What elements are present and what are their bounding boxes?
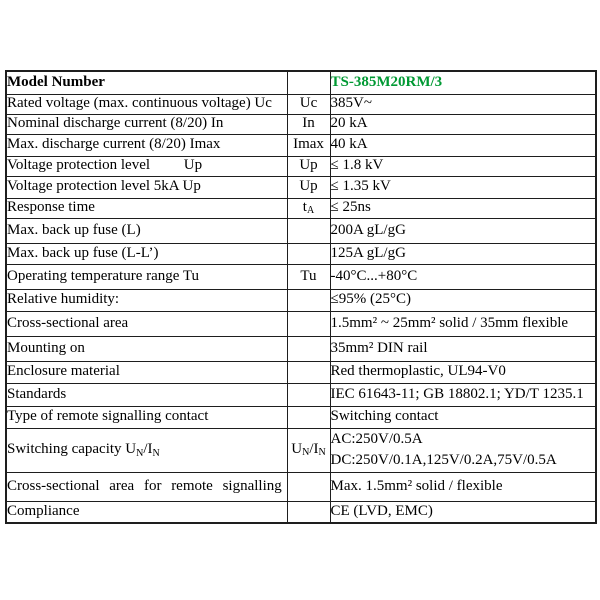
- symbol-cell: [287, 472, 330, 501]
- symbol-cell: In: [287, 114, 330, 134]
- spec-label: Switching capacity $U_N/I_N$: [6, 428, 287, 472]
- symbol-cell: Tu: [287, 264, 330, 289]
- table-row-compliance: [6, 501, 596, 523]
- spec-table: [5, 70, 597, 524]
- table-row-rated-voltage: [6, 94, 596, 114]
- spec-value: Switching contact: [330, 406, 596, 428]
- spec-value: [330, 428, 596, 472]
- spec-value: 200A gL/gG: [330, 218, 596, 243]
- table-row-operating-temperature: [6, 264, 596, 289]
- spec-label: Compliance: [6, 501, 287, 523]
- spec-value-line-1: AC:250V/0.5A: [330, 431, 423, 447]
- spec-value: Red thermoplastic, UL94-V0: [330, 361, 596, 383]
- symbol-cell: [287, 406, 330, 428]
- spec-label: Cross-sectional area: [6, 311, 287, 336]
- spec-label: Response time: [6, 198, 287, 218]
- symbol-cell: Imax: [287, 134, 330, 156]
- symbol-cell: UN/IN: [287, 428, 330, 472]
- spec-value: 1.5mm² ~ 25mm² solid / 35mm flexible: [330, 311, 596, 336]
- spec-value: ≤ 25ns: [330, 198, 596, 218]
- table-row-backup-fuse-l: [6, 218, 596, 243]
- spec-value: Max. 1.5mm² solid / flexible: [330, 472, 596, 501]
- table-row-cross-sectional-area: [6, 311, 596, 336]
- spec-value: 40 kA: [330, 134, 596, 156]
- spec-label: Voltage protection level 5kA Up: [6, 176, 287, 198]
- symbol-cell: [287, 361, 330, 383]
- spec-label: Relative humidity:: [6, 289, 287, 311]
- spec-value: ≤ 1.8 kV: [330, 156, 596, 176]
- spec-value: ≤ 1.35 kV: [330, 176, 596, 198]
- symbol-cell: Up: [287, 176, 330, 198]
- symbol-cell: [287, 243, 330, 264]
- table-row-switching-capacity: [6, 428, 596, 472]
- spec-label: Nominal discharge current (8/20) In: [6, 114, 287, 134]
- table-row-relative-humidity: [6, 289, 596, 311]
- symbol-cell: tA: [287, 198, 330, 218]
- spec-label: Max. back up fuse (L-L’): [6, 243, 287, 264]
- table-row-voltage-protection: [6, 156, 596, 176]
- spec-label: Standards: [6, 383, 287, 406]
- symbol-cell: [287, 501, 330, 523]
- symbol-cell: [287, 336, 330, 361]
- table-row-remote-contact-type: [6, 406, 596, 428]
- spec-value-line-2: DC:250V/0.1A,125V/0.2A,75V/0.5A: [330, 452, 557, 468]
- symbol-cell: Uc: [287, 94, 330, 114]
- spec-label: Enclosure material: [6, 361, 287, 383]
- symbol-cell: [287, 71, 330, 94]
- table-row-nominal-discharge: [6, 114, 596, 134]
- model-number-value: TS-385M20RM/3: [330, 71, 596, 94]
- spec-value: CE (LVD, EMC): [330, 501, 596, 523]
- spec-value: 35mm² DIN rail: [330, 336, 596, 361]
- spec-label: Model Number: [6, 71, 287, 94]
- spec-label: Cross-sectional area for remote signalling: [6, 472, 287, 501]
- table-row-max-discharge: [6, 134, 596, 156]
- symbol-cell: [287, 289, 330, 311]
- spec-label: Max. discharge current (8/20) Imax: [6, 134, 287, 156]
- spec-label: Max. back up fuse (L): [6, 218, 287, 243]
- spec-label: Type of remote signalling contact: [6, 406, 287, 428]
- spec-value: IEC 61643-11; GB 18802.1; YD/T 1235.1: [330, 383, 596, 406]
- spec-label: Operating temperature range Tu: [6, 264, 287, 289]
- table-row-standards: [6, 383, 596, 406]
- table-row-voltage-protection-5ka: [6, 176, 596, 198]
- table-row-enclosure-material: [6, 361, 596, 383]
- symbol-cell: [287, 383, 330, 406]
- symbol-cell: Up: [287, 156, 330, 176]
- spec-label: Rated voltage (max. continuous voltage) Uc: [6, 94, 287, 114]
- spec-value: 385V~: [330, 94, 596, 114]
- spec-value: ≤95% (25°C): [330, 289, 596, 311]
- table-row-remote-cross-section: [6, 472, 596, 501]
- spec-label: Voltage protection level Up: [6, 156, 287, 176]
- symbol-cell: [287, 218, 330, 243]
- table-row-response-time: [6, 198, 596, 218]
- table-row-mounting: [6, 336, 596, 361]
- table-row-backup-fuse-ll: [6, 243, 596, 264]
- symbol-cell: [287, 311, 330, 336]
- spec-label: Mounting on: [6, 336, 287, 361]
- spec-value: -40°C...+80°C: [330, 264, 596, 289]
- spec-value: 125A gL/gG: [330, 243, 596, 264]
- spec-value: 20 kA: [330, 114, 596, 134]
- table-row-model-number: [6, 71, 596, 94]
